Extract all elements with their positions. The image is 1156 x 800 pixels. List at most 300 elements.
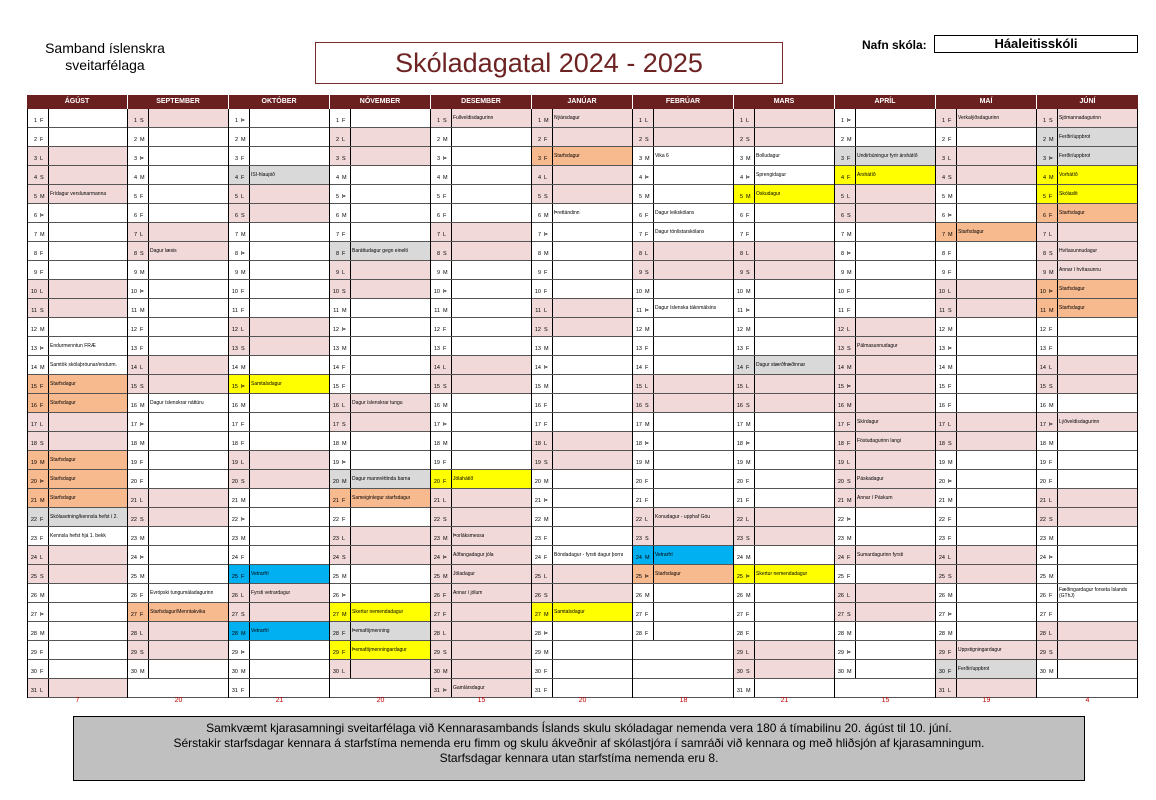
day-cell[interactable]	[431, 451, 531, 470]
day-cell[interactable]	[835, 356, 935, 375]
day-cell[interactable]	[128, 527, 228, 546]
day-cell[interactable]	[229, 109, 329, 128]
day-cell[interactable]	[229, 375, 329, 394]
day-cell[interactable]	[229, 508, 329, 527]
day-cell[interactable]	[633, 109, 733, 128]
day-cell[interactable]	[936, 489, 1036, 508]
day-cell[interactable]	[28, 451, 127, 470]
day-cell[interactable]	[936, 470, 1036, 489]
day-cell[interactable]	[835, 622, 935, 641]
day-cell[interactable]	[229, 147, 329, 166]
day-cell[interactable]	[1037, 299, 1137, 318]
day-cell[interactable]	[936, 128, 1036, 147]
day-cell[interactable]	[734, 147, 834, 166]
day-cell[interactable]	[532, 223, 632, 242]
day-cell[interactable]	[734, 375, 834, 394]
day-cell[interactable]	[28, 660, 127, 679]
day-cell[interactable]	[633, 470, 733, 489]
day-cell[interactable]	[835, 451, 935, 470]
day-cell[interactable]	[330, 185, 430, 204]
day-cell[interactable]	[1037, 451, 1137, 470]
day-cell[interactable]	[28, 318, 127, 337]
day-cell[interactable]	[431, 432, 531, 451]
day-cell[interactable]	[330, 223, 430, 242]
day-cell[interactable]	[734, 527, 834, 546]
day-cell[interactable]	[633, 223, 733, 242]
day-cell[interactable]	[28, 261, 127, 280]
day-cell[interactable]	[532, 660, 632, 679]
day-cell[interactable]	[835, 660, 935, 679]
day-cell[interactable]	[1037, 375, 1137, 394]
day-cell[interactable]	[936, 565, 1036, 584]
day-cell[interactable]	[532, 584, 632, 603]
day-cell[interactable]	[734, 128, 834, 147]
day-cell[interactable]	[734, 223, 834, 242]
day-cell[interactable]	[128, 356, 228, 375]
day-cell[interactable]	[734, 242, 834, 261]
day-cell[interactable]	[229, 318, 329, 337]
day-cell[interactable]	[28, 394, 127, 413]
day-cell[interactable]	[28, 432, 127, 451]
day-cell[interactable]	[734, 280, 834, 299]
day-cell[interactable]	[128, 185, 228, 204]
day-cell[interactable]	[734, 641, 834, 660]
day-cell[interactable]	[28, 299, 127, 318]
day-cell[interactable]	[229, 470, 329, 489]
day-cell[interactable]	[229, 413, 329, 432]
day-cell[interactable]	[1037, 261, 1137, 280]
day-cell[interactable]	[431, 584, 531, 603]
day-cell[interactable]	[936, 394, 1036, 413]
day-cell[interactable]	[633, 584, 733, 603]
school-name-field[interactable]: Háaleitisskóli	[934, 35, 1138, 53]
day-cell[interactable]	[835, 584, 935, 603]
day-cell[interactable]	[734, 356, 834, 375]
day-cell[interactable]	[835, 546, 935, 565]
day-cell[interactable]	[28, 413, 127, 432]
day-cell[interactable]	[1037, 318, 1137, 337]
day-cell[interactable]	[1037, 147, 1137, 166]
day-cell[interactable]	[128, 242, 228, 261]
day-cell[interactable]	[532, 166, 632, 185]
day-cell[interactable]	[532, 470, 632, 489]
day-cell[interactable]	[229, 261, 329, 280]
day-cell[interactable]	[936, 337, 1036, 356]
day-cell[interactable]	[128, 660, 228, 679]
day-cell[interactable]	[128, 565, 228, 584]
day-cell[interactable]	[532, 679, 632, 698]
day-cell[interactable]	[229, 527, 329, 546]
day-cell[interactable]	[734, 546, 834, 565]
day-cell[interactable]	[28, 584, 127, 603]
day-cell[interactable]	[633, 527, 733, 546]
day-cell[interactable]	[330, 432, 430, 451]
day-cell[interactable]	[532, 451, 632, 470]
day-cell[interactable]	[835, 375, 935, 394]
day-cell[interactable]	[633, 489, 733, 508]
day-cell[interactable]	[330, 565, 430, 584]
day-cell[interactable]	[936, 527, 1036, 546]
day-cell[interactable]	[936, 508, 1036, 527]
day-cell[interactable]	[28, 109, 127, 128]
day-cell[interactable]	[330, 299, 430, 318]
day-cell[interactable]	[532, 622, 632, 641]
day-cell[interactable]	[28, 622, 127, 641]
day-cell[interactable]	[835, 527, 935, 546]
day-cell[interactable]	[633, 413, 733, 432]
day-cell[interactable]	[28, 356, 127, 375]
day-cell[interactable]	[1037, 223, 1137, 242]
day-cell[interactable]	[835, 603, 935, 622]
day-cell[interactable]	[633, 337, 733, 356]
day-cell[interactable]	[28, 470, 127, 489]
day-cell[interactable]	[835, 413, 935, 432]
day-cell[interactable]	[229, 128, 329, 147]
day-cell[interactable]	[330, 318, 430, 337]
day-cell[interactable]	[633, 394, 733, 413]
day-cell[interactable]	[330, 128, 430, 147]
day-cell[interactable]	[431, 223, 531, 242]
day-cell[interactable]	[431, 413, 531, 432]
day-cell[interactable]	[633, 299, 733, 318]
day-cell[interactable]	[128, 128, 228, 147]
day-cell[interactable]	[734, 337, 834, 356]
day-cell[interactable]	[229, 603, 329, 622]
day-cell[interactable]	[835, 223, 935, 242]
day-cell[interactable]	[1037, 565, 1137, 584]
day-cell[interactable]	[431, 622, 531, 641]
day-cell[interactable]	[431, 204, 531, 223]
day-cell[interactable]	[936, 641, 1036, 660]
day-cell[interactable]	[734, 660, 834, 679]
day-cell[interactable]	[532, 299, 632, 318]
day-cell[interactable]	[28, 337, 127, 356]
day-cell[interactable]	[835, 204, 935, 223]
day-cell[interactable]	[229, 280, 329, 299]
day-cell[interactable]	[633, 204, 733, 223]
day-cell[interactable]	[431, 299, 531, 318]
day-cell[interactable]	[128, 508, 228, 527]
day-cell[interactable]	[330, 413, 430, 432]
day-cell[interactable]	[1037, 660, 1137, 679]
day-cell[interactable]	[734, 679, 834, 698]
day-cell[interactable]	[330, 527, 430, 546]
day-cell[interactable]	[28, 546, 127, 565]
day-cell[interactable]	[1037, 432, 1137, 451]
day-cell[interactable]	[128, 622, 228, 641]
day-cell[interactable]	[431, 166, 531, 185]
day-cell[interactable]	[633, 147, 733, 166]
day-cell[interactable]	[532, 128, 632, 147]
day-cell[interactable]	[128, 223, 228, 242]
day-cell[interactable]	[128, 470, 228, 489]
day-cell[interactable]	[835, 489, 935, 508]
day-cell[interactable]	[431, 679, 531, 698]
day-cell[interactable]	[128, 432, 228, 451]
day-cell[interactable]	[633, 356, 733, 375]
day-cell[interactable]	[936, 204, 1036, 223]
day-cell[interactable]	[229, 242, 329, 261]
day-cell[interactable]	[1037, 204, 1137, 223]
day-cell[interactable]	[1037, 603, 1137, 622]
day-cell[interactable]	[128, 261, 228, 280]
day-cell[interactable]	[734, 432, 834, 451]
day-cell[interactable]	[936, 622, 1036, 641]
day-cell[interactable]	[128, 147, 228, 166]
day-cell[interactable]	[936, 584, 1036, 603]
day-cell[interactable]	[633, 546, 733, 565]
day-cell[interactable]	[1037, 584, 1137, 603]
day-cell[interactable]	[1037, 185, 1137, 204]
day-cell[interactable]	[330, 375, 430, 394]
day-cell[interactable]	[835, 109, 935, 128]
day-cell[interactable]	[28, 204, 127, 223]
day-cell[interactable]	[229, 166, 329, 185]
day-cell[interactable]	[532, 204, 632, 223]
day-cell[interactable]	[330, 280, 430, 299]
day-cell[interactable]	[1037, 413, 1137, 432]
day-cell[interactable]	[128, 603, 228, 622]
day-cell[interactable]	[431, 185, 531, 204]
day-cell[interactable]	[229, 660, 329, 679]
day-cell[interactable]	[431, 565, 531, 584]
day-cell[interactable]	[431, 470, 531, 489]
day-cell[interactable]	[229, 489, 329, 508]
day-cell[interactable]	[330, 261, 430, 280]
day-cell[interactable]	[330, 204, 430, 223]
day-cell[interactable]	[835, 185, 935, 204]
day-cell[interactable]	[1037, 470, 1137, 489]
day-cell[interactable]	[229, 223, 329, 242]
day-cell[interactable]	[431, 660, 531, 679]
day-cell[interactable]	[532, 603, 632, 622]
day-cell[interactable]	[431, 109, 531, 128]
day-cell[interactable]	[28, 128, 127, 147]
day-cell[interactable]	[734, 299, 834, 318]
day-cell[interactable]	[1037, 242, 1137, 261]
day-cell[interactable]	[1037, 280, 1137, 299]
day-cell[interactable]	[633, 565, 733, 584]
day-cell[interactable]	[431, 375, 531, 394]
day-cell[interactable]	[734, 603, 834, 622]
day-cell[interactable]	[431, 641, 531, 660]
day-cell[interactable]	[936, 261, 1036, 280]
day-cell[interactable]	[128, 109, 228, 128]
day-cell[interactable]	[936, 660, 1036, 679]
day-cell[interactable]	[835, 318, 935, 337]
day-cell[interactable]	[734, 318, 834, 337]
day-cell[interactable]	[734, 413, 834, 432]
day-cell[interactable]	[835, 299, 935, 318]
day-cell[interactable]	[431, 280, 531, 299]
day-cell[interactable]	[1037, 166, 1137, 185]
day-cell[interactable]	[28, 242, 127, 261]
day-cell[interactable]	[330, 356, 430, 375]
day-cell[interactable]	[229, 641, 329, 660]
day-cell[interactable]	[734, 185, 834, 204]
day-cell[interactable]	[734, 565, 834, 584]
day-cell[interactable]	[734, 622, 834, 641]
day-cell[interactable]	[330, 451, 430, 470]
day-cell[interactable]	[431, 318, 531, 337]
day-cell[interactable]	[835, 280, 935, 299]
day-cell[interactable]	[835, 337, 935, 356]
day-cell[interactable]	[128, 546, 228, 565]
day-cell[interactable]	[330, 109, 430, 128]
day-cell[interactable]	[936, 109, 1036, 128]
day-cell[interactable]	[633, 128, 733, 147]
day-cell[interactable]	[835, 147, 935, 166]
day-cell[interactable]	[734, 489, 834, 508]
day-cell[interactable]	[128, 641, 228, 660]
day-cell[interactable]	[330, 508, 430, 527]
day-cell[interactable]	[835, 432, 935, 451]
day-cell[interactable]	[28, 223, 127, 242]
day-cell[interactable]	[128, 299, 228, 318]
day-cell[interactable]	[28, 527, 127, 546]
day-cell[interactable]	[431, 242, 531, 261]
day-cell[interactable]	[28, 147, 127, 166]
day-cell[interactable]	[532, 337, 632, 356]
day-cell[interactable]	[734, 261, 834, 280]
day-cell[interactable]	[229, 451, 329, 470]
day-cell[interactable]	[835, 394, 935, 413]
day-cell[interactable]	[330, 660, 430, 679]
day-cell[interactable]	[532, 565, 632, 584]
day-cell[interactable]	[734, 451, 834, 470]
day-cell[interactable]	[28, 166, 127, 185]
day-cell[interactable]	[229, 356, 329, 375]
day-cell[interactable]	[28, 603, 127, 622]
day-cell[interactable]	[633, 622, 733, 641]
day-cell[interactable]	[936, 242, 1036, 261]
day-cell[interactable]	[734, 584, 834, 603]
day-cell[interactable]	[734, 109, 834, 128]
day-cell[interactable]	[1037, 527, 1137, 546]
day-cell[interactable]	[229, 546, 329, 565]
day-cell[interactable]	[431, 489, 531, 508]
day-cell[interactable]	[835, 470, 935, 489]
day-cell[interactable]	[229, 204, 329, 223]
day-cell[interactable]	[835, 641, 935, 660]
day-cell[interactable]	[532, 641, 632, 660]
day-cell[interactable]	[532, 280, 632, 299]
day-cell[interactable]	[128, 337, 228, 356]
day-cell[interactable]	[936, 451, 1036, 470]
day-cell[interactable]	[330, 622, 430, 641]
day-cell[interactable]	[229, 432, 329, 451]
day-cell[interactable]	[936, 546, 1036, 565]
day-cell[interactable]	[330, 470, 430, 489]
day-cell[interactable]	[229, 679, 329, 698]
day-cell[interactable]	[835, 128, 935, 147]
day-cell[interactable]	[128, 584, 228, 603]
day-cell[interactable]	[936, 432, 1036, 451]
day-cell[interactable]	[431, 508, 531, 527]
day-cell[interactable]	[936, 299, 1036, 318]
day-cell[interactable]	[633, 318, 733, 337]
day-cell[interactable]	[633, 603, 733, 622]
day-cell[interactable]	[936, 280, 1036, 299]
day-cell[interactable]	[431, 527, 531, 546]
day-cell[interactable]	[431, 128, 531, 147]
day-cell[interactable]	[128, 413, 228, 432]
day-cell[interactable]	[28, 489, 127, 508]
day-cell[interactable]	[330, 337, 430, 356]
day-cell[interactable]	[229, 299, 329, 318]
day-cell[interactable]	[532, 546, 632, 565]
day-cell[interactable]	[431, 147, 531, 166]
day-cell[interactable]	[1037, 489, 1137, 508]
day-cell[interactable]	[431, 394, 531, 413]
day-cell[interactable]	[936, 413, 1036, 432]
day-cell[interactable]	[330, 584, 430, 603]
day-cell[interactable]	[835, 166, 935, 185]
day-cell[interactable]	[936, 356, 1036, 375]
day-cell[interactable]	[330, 166, 430, 185]
day-cell[interactable]	[734, 470, 834, 489]
day-cell[interactable]	[28, 565, 127, 584]
day-cell[interactable]	[128, 489, 228, 508]
day-cell[interactable]	[330, 641, 430, 660]
day-cell[interactable]	[532, 527, 632, 546]
day-cell[interactable]	[1037, 546, 1137, 565]
day-cell[interactable]	[1037, 337, 1137, 356]
day-cell[interactable]	[936, 679, 1036, 698]
day-cell[interactable]	[633, 242, 733, 261]
day-cell[interactable]	[431, 546, 531, 565]
day-cell[interactable]	[835, 242, 935, 261]
day-cell[interactable]	[28, 679, 127, 698]
day-cell[interactable]	[1037, 394, 1137, 413]
day-cell[interactable]	[330, 489, 430, 508]
day-cell[interactable]	[431, 356, 531, 375]
day-cell[interactable]	[532, 109, 632, 128]
day-cell[interactable]	[28, 508, 127, 527]
day-cell[interactable]	[936, 603, 1036, 622]
day-cell[interactable]	[28, 641, 127, 660]
day-cell[interactable]	[633, 508, 733, 527]
day-cell[interactable]	[633, 375, 733, 394]
day-cell[interactable]	[128, 451, 228, 470]
day-cell[interactable]	[633, 185, 733, 204]
day-cell[interactable]	[330, 603, 430, 622]
day-cell[interactable]	[532, 375, 632, 394]
day-cell[interactable]	[532, 394, 632, 413]
day-cell[interactable]	[532, 432, 632, 451]
day-cell[interactable]	[734, 394, 834, 413]
day-cell[interactable]	[936, 223, 1036, 242]
day-cell[interactable]	[532, 242, 632, 261]
day-cell[interactable]	[633, 261, 733, 280]
day-cell[interactable]	[633, 166, 733, 185]
day-cell[interactable]	[431, 603, 531, 622]
day-cell[interactable]	[936, 166, 1036, 185]
day-cell[interactable]	[1037, 641, 1137, 660]
day-cell[interactable]	[431, 261, 531, 280]
day-cell[interactable]	[128, 280, 228, 299]
day-cell[interactable]	[1037, 128, 1137, 147]
day-cell[interactable]	[128, 318, 228, 337]
day-cell[interactable]	[532, 356, 632, 375]
day-cell[interactable]	[28, 375, 127, 394]
day-cell[interactable]	[734, 508, 834, 527]
day-cell[interactable]	[1037, 356, 1137, 375]
day-cell[interactable]	[28, 280, 127, 299]
day-cell[interactable]	[431, 337, 531, 356]
day-cell[interactable]	[229, 622, 329, 641]
day-cell[interactable]	[330, 242, 430, 261]
